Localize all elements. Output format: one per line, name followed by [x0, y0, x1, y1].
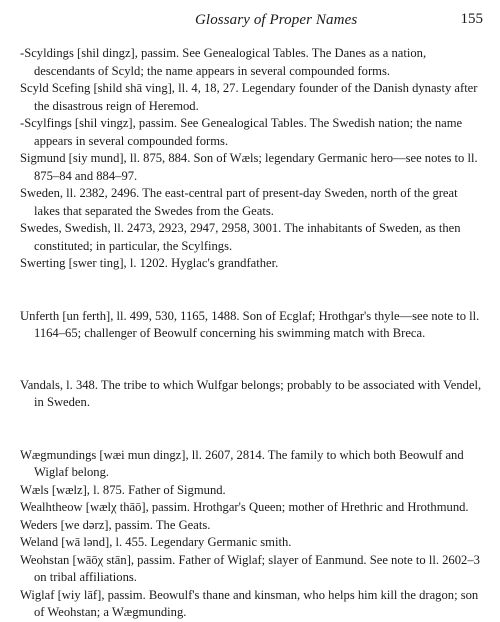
- glossary-entry-vandals: Vandals, l. 348. The tribe to which Wulfgar belongs; probably to be associated with Vendel, in Sweden.: [20, 377, 482, 409]
- glossary-entry-weland: Weland [wā lənd], l. 455. Legendary Germanic smith.: [20, 535, 292, 549]
- glossary-group-s: [20, 45, 486, 273]
- glossary-entry-scyldings: -Scyldings [shil dingz], passim. See Genealogical Tables. The Danes as a nation, descendants of Scyld; the name appears in several compounded forms.: [20, 46, 427, 78]
- glossary-entries: [20, 45, 486, 622]
- glossary-entry-unferth: Unferth [un ferth], ll. 499, 530, 1165, 1488. Son of Ecglaf; Hrothgar's thyle—see note to ll. 1164–65; challenger of Beowulf concerning his swimming match with Breca.: [20, 308, 480, 340]
- page-number: 155: [460, 11, 483, 27]
- glossary-entry-scyld-scefing: Scyld Scefing [shild shā ving], ll. 4, 18, 27. Legendary founder of the Danish dynasty after the disastrous reign of Heremod.: [20, 81, 478, 113]
- glossary-entry-swerting: Swerting [swer ting], l. 1202. Hyglac's grandfather.: [20, 256, 279, 270]
- running-head: Glossary of Proper Names: [195, 12, 358, 28]
- glossary-entry-sigmund: Sigmund [siy mund], ll. 875, 884. Son of Wæls; legendary Germanic hero—see notes to ll. 875–84 and 884–97.: [20, 151, 478, 183]
- glossary-group-u: [20, 308, 486, 343]
- section-spacer: [20, 273, 486, 308]
- glossary-entry-sweden: Sweden, ll. 2382, 2496. The east-central part of present-day Sweden, north of the great lakes that separated the Swedes from the Geats.: [20, 186, 458, 218]
- glossary-group-v: [20, 377, 486, 412]
- glossary-group-w: [20, 447, 486, 622]
- glossary-entry-weders: Weders [we dərz], passim. The Geats.: [20, 517, 211, 532]
- glossary-entry-swedes: Swedes, Swedish, ll. 2473, 2923, 2947, 2958, 3001. The inhabitants of Sweden, as then constituted; in particular, the Scylfings.: [20, 221, 461, 253]
- section-spacer: [20, 343, 486, 377]
- glossary-entry-waegmundings: Wægmundings [wæi mun dingz], ll. 2607, 2814. The family to which both Beowulf and Wiglaf belong.: [20, 447, 464, 479]
- glossary-entry-wealhtheow: Wealhtheow [wælχ thāō], passim. Hrothgar's Queen; mother of Hrethric and Hrothmund.: [20, 500, 469, 514]
- glossary-entry-waels: Wæls [wælz], l. 875. Father of Sigmund.: [20, 482, 226, 497]
- glossary-entry-weohstan: Weohstan [wāōχ stān], passim. Father of Wiglaf; slayer of Eanmund. See note to ll. 2602–3 on tribal affiliations.: [20, 552, 480, 584]
- glossary-entry-scylfings: -Scylfings [shil vingz], passim. See Genealogical Tables. The Swedish nation; the name appears in several compounded forms.: [20, 116, 463, 148]
- glossary-entry-wiglaf: Wiglaf [wiy lāf], passim. Beowulf's thane and kinsman, who helps him kill the dragon; son of Weohstan; a Wægmunding.: [20, 587, 479, 619]
- section-spacer: [20, 412, 486, 447]
